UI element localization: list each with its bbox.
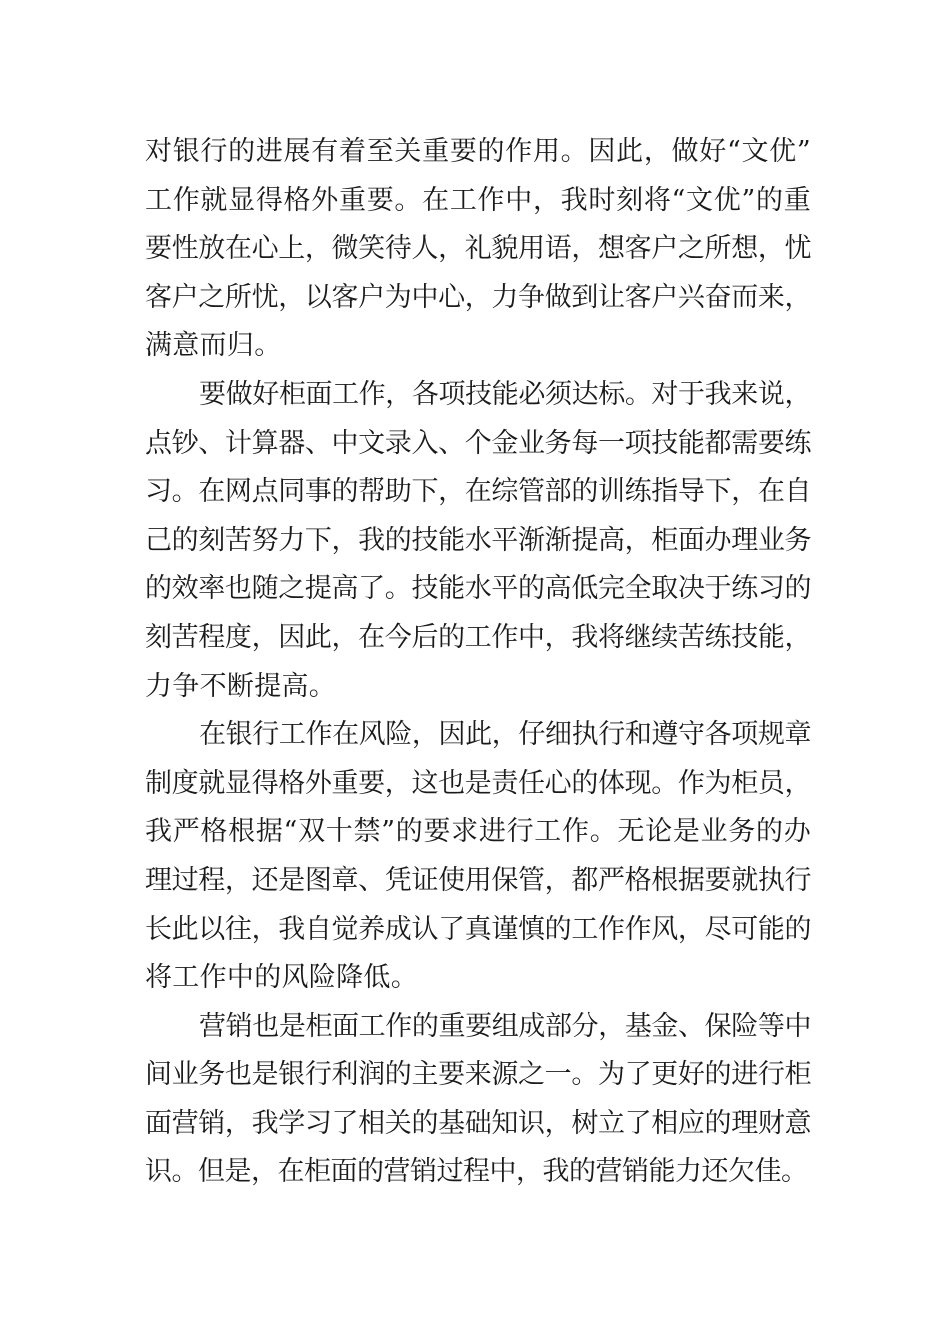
text-line: 长此以往，我自觉养成认了真谨慎的工作作风，尽可能的 [145,913,811,945]
text-line: 客户之所忧，以客户为中心，力争做到让客户兴奋而来， [145,281,811,313]
text-line: 刻苦程度，因此，在今后的工作中，我将继续苦练技能， [145,621,811,653]
paragraph-2 [145,371,811,711]
text-line: 习。在网点同事的帮助下，在综管部的训练指导下，在自 [145,476,811,508]
text-line: 对银行的进展有着至关重要的作用。因此，做好“文优” [145,136,811,167]
text-line: 工作就显得格外重要。在工作中，我时刻将“文优”的重 [145,184,811,216]
text-line: 制度就显得格外重要，这也是责任心的体现。作为柜员， [145,767,811,799]
text-line: 力争不断提高。 [145,670,337,702]
text-line: 满意而归。 [145,330,282,362]
text-line: 识。但是，在柜面的营销过程中，我的营销能力还欠佳。 [145,1156,808,1188]
text-line: 面营销，我学习了相关的基础知识，树立了相应的理财意 [145,1107,811,1139]
text-line: 己的刻苦努力下，我的技能水平渐渐提高，柜面办理业务 [145,524,811,556]
text-line: 我严格根据“双十禁”的要求进行工作。无论是业务的办 [145,816,811,848]
text-line: 的效率也随之提高了。技能水平的高低完全取决于练习的 [145,573,811,605]
document-body [145,128,811,1197]
text-line: 要做好柜面工作，各项技能必须达标。对于我来说， [199,378,811,410]
text-line: 营销也是柜面工作的重要组成部分，基金、保险等中 [199,1010,811,1042]
text-line: 在银行工作在风险，因此，仔细执行和遵守各项规章 [199,719,811,751]
paragraph-3 [145,711,811,1003]
paragraph-4 [145,1003,811,1197]
text-line: 间业务也是银行利润的主要来源之一。为了更好的进行柜 [145,1059,811,1091]
paragraph-1 [145,128,811,371]
text-line: 要性放在心上，微笑待人，礼貌用语，想客户之所想，忧 [145,233,811,265]
text-line: 将工作中的风险降低。 [145,962,418,994]
text-line: 理过程，还是图章、凭证使用保管，都严格根据要就执行 [145,864,811,896]
text-line: 点钞、计算器、中文录入、个金业务每一项技能都需要练 [145,427,811,459]
